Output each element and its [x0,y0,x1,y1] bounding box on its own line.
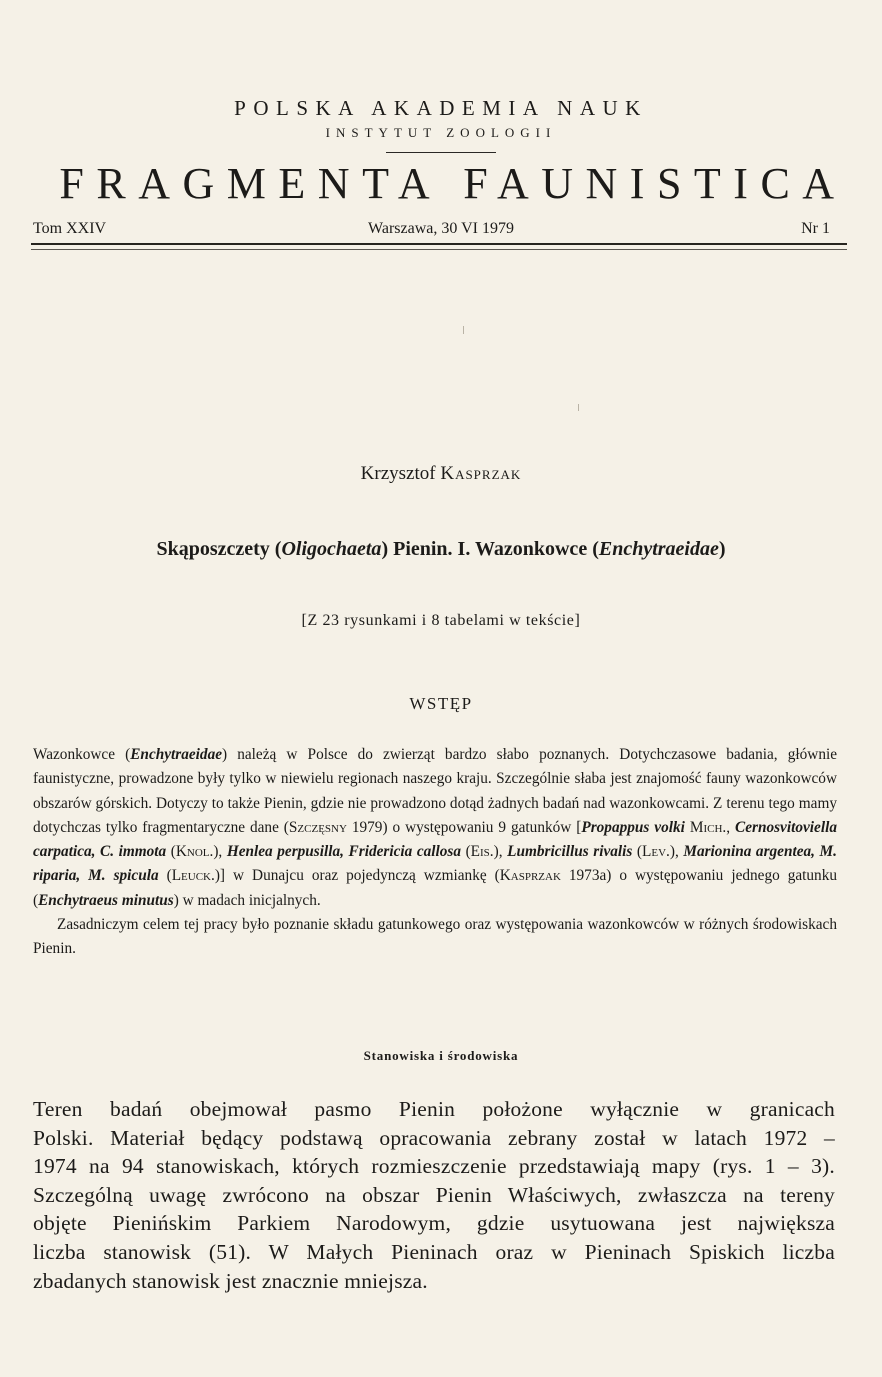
section-heading-sites: Stanowiska i środowiska [363,1048,519,1063]
intro-text-p1: Wazonkowce (Enchytraeidae) należą w Polsce do zwierząt bardzo słabo poznanych. Dotychczasowe badania, głównie faunistyczne, prowadzone były tylko w niewielu regionach naszego kraju. Szczególnie słaba jest znajomość fauny wazonkowców obszarów górskich. Dotyczy to także Pienin, gdzie nie prowadzono dotąd żadnych badań nad wazonkowcami. Z terenu tego mamy dotychczas tylko fragmentaryczne dane (Szczęsny 1979) o występowaniu 9 gatunków [Propappus volki Mich., Cernosvitoviella carpatica, C. immota (Knol.), Henlea perpusilla, Fridericia callosa (Eis.), Lumbricillus rivalis (Lev.), Marionina argentea, M. riparia, M. spicula (Leuck.)] w Dunajcu oraz pojedynczą wzmiankę (Kasprzak 1973a) o występowaniu jednego gatunku (Enchytraeus minutus) w madach inicjalnych. [33,746,838,909]
body-line: liczba stanowisk (51). W Małych Pieninach oraz w Pieninach Spiskich liczba [33,1239,835,1264]
issue-number: Nr 1 [801,220,830,237]
body-line: zbadanych stanowisk jest znacznie mniejsza. [33,1268,428,1293]
title-taxon: Enchytraeidae [598,538,719,560]
body-line: Szczególną uwagę zwrócono na obszar Pienin Właściwych, zwłaszcza na tereny [33,1182,835,1207]
header-rule-thin [31,249,847,250]
figure-note: [Z 23 rysunkami i 8 tabelami w tekście] [301,612,581,629]
place-date: Warszawa, 30 VI 1979 [368,220,514,237]
intro-paragraph [33,743,837,962]
title-text: ) [718,538,726,560]
title-text: ) Pienin. I. Wazonkowce ( [381,538,599,560]
author-name [0,463,882,485]
author-first-name: Krzysztof [360,463,436,484]
body-line: Teren badań obejmował pasmo Pienin położone wyłącznie w granicach [33,1097,835,1121]
header-rule-thick [31,243,847,245]
scan-speck [578,404,579,411]
author-last-name: Kasprzak [440,463,522,484]
body-line: 1974 na 94 stanowiskach, których rozmieszczenie przedstawiają mapy (rys. 1 – 3). [33,1154,835,1179]
paper-title [0,538,882,561]
body-line: objęte Pienińskim Parkiem Narodowym, gdzie usytuowana jest największa [33,1211,835,1236]
journal-title: FRAGMENTA FAUNISTICA [59,159,847,208]
institute-name: INSTYTUT ZOOLOGII [325,125,557,140]
title-rule [386,152,496,153]
title-text: Skąposzczety ( [156,538,282,560]
volume-label: Tom XXIV [33,220,107,237]
body-paragraph [33,1095,835,1295]
scan-speck [463,326,464,334]
body-line: Polski. Materiał będący podstawą opracowania zebrany został w latach 1972 – [33,1125,835,1150]
title-taxon: Oligochaeta [281,538,382,560]
section-heading-intro: WSTĘP [409,694,473,713]
intro-text-p2: Zasadniczym celem tej pracy było poznanie składu gatunkowego oraz występowania wazonkowców w różnych środowiskach Pienin. [33,916,837,958]
academy-name: POLSKA AKADEMIA NAUK [234,96,648,120]
